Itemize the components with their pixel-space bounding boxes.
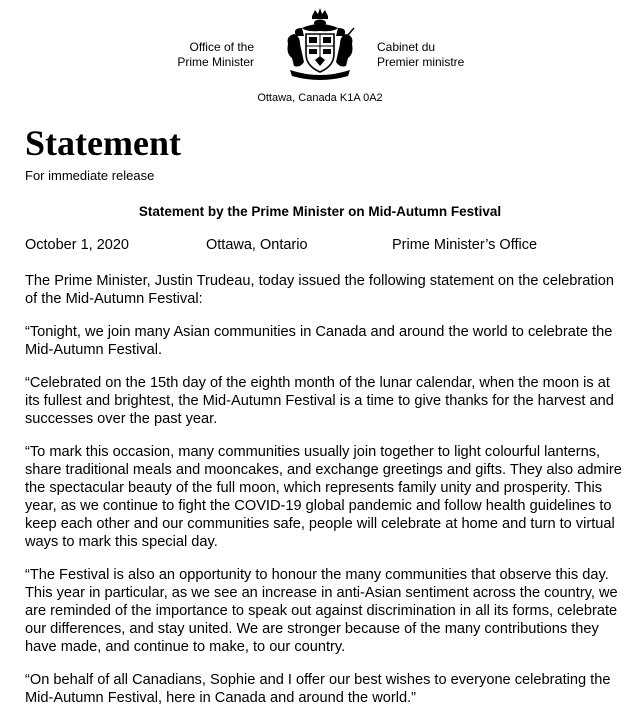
statement-date: October 1, 2020 <box>25 237 129 253</box>
office-english <box>177 40 254 70</box>
statement-location: Ottawa, Ontario <box>206 237 308 253</box>
office-french-line1: Cabinet du <box>377 40 436 54</box>
office-french-line2: Premier ministre <box>377 55 465 69</box>
letterhead <box>0 0 640 110</box>
paragraph: “Tonight, we join many Asian communities in Canada and around the world to celebrate the Mid-Autumn Festival. <box>25 324 613 358</box>
paragraph-intro: The Prime Minister, Justin Trudeau, today issued the following statement on the celebration of the Mid-Autumn Festival: <box>25 273 614 307</box>
statement-source: Prime Minister’s Office <box>392 237 538 253</box>
paragraph: “The Festival is also an opportunity to honour the many communities that observe this day. This year in particular, as we see an increase in anti-Asian sentiment across the country, we are reminded of the importance to speak out against discrimination in all its forms, celebrate our differences, and stay united. We are stronger because of the many contributions they have made, and continue to make, to our country. <box>25 567 618 655</box>
office-address: Ottawa, Canada K1A 0A2 <box>257 92 383 104</box>
office-french <box>377 40 464 70</box>
paragraph: “To mark this occasion, many communities usually join together to light colourful lanterns, share traditional meals and mooncakes, and exchange greetings and gifts. They also admire the spectacular beauty of the full moon, which represents family unity and prosperity. This year, as we continue to fight the COVID-19 global pandemic and follow health guidelines to keep each other and our communities safe, people will celebrate at home and turn to virtual ways to mark this special day. <box>25 444 622 550</box>
release-note: For immediate release <box>25 168 155 183</box>
office-english-line1: Office of the <box>189 40 254 54</box>
paragraph: “Celebrated on the 15th day of the eighth month of the lunar calendar, when the moon is at its fullest and brightest, the Mid-Autumn Festival is a time to give thanks for the harvest and successes over the past year. <box>25 375 614 427</box>
document-title: Statement <box>25 123 181 163</box>
coat-of-arms-icon <box>282 6 358 84</box>
statement-body <box>25 272 625 722</box>
office-english-line2: Prime Minister <box>177 55 254 69</box>
statement-headline: Statement by the Prime Minister on Mid-Autumn Festival <box>138 204 502 219</box>
paragraph: “On behalf of all Canadians, Sophie and I offer our best wishes to everyone celebrating the Mid-Autumn Festival, here in Canada and around the world.” <box>25 672 611 706</box>
